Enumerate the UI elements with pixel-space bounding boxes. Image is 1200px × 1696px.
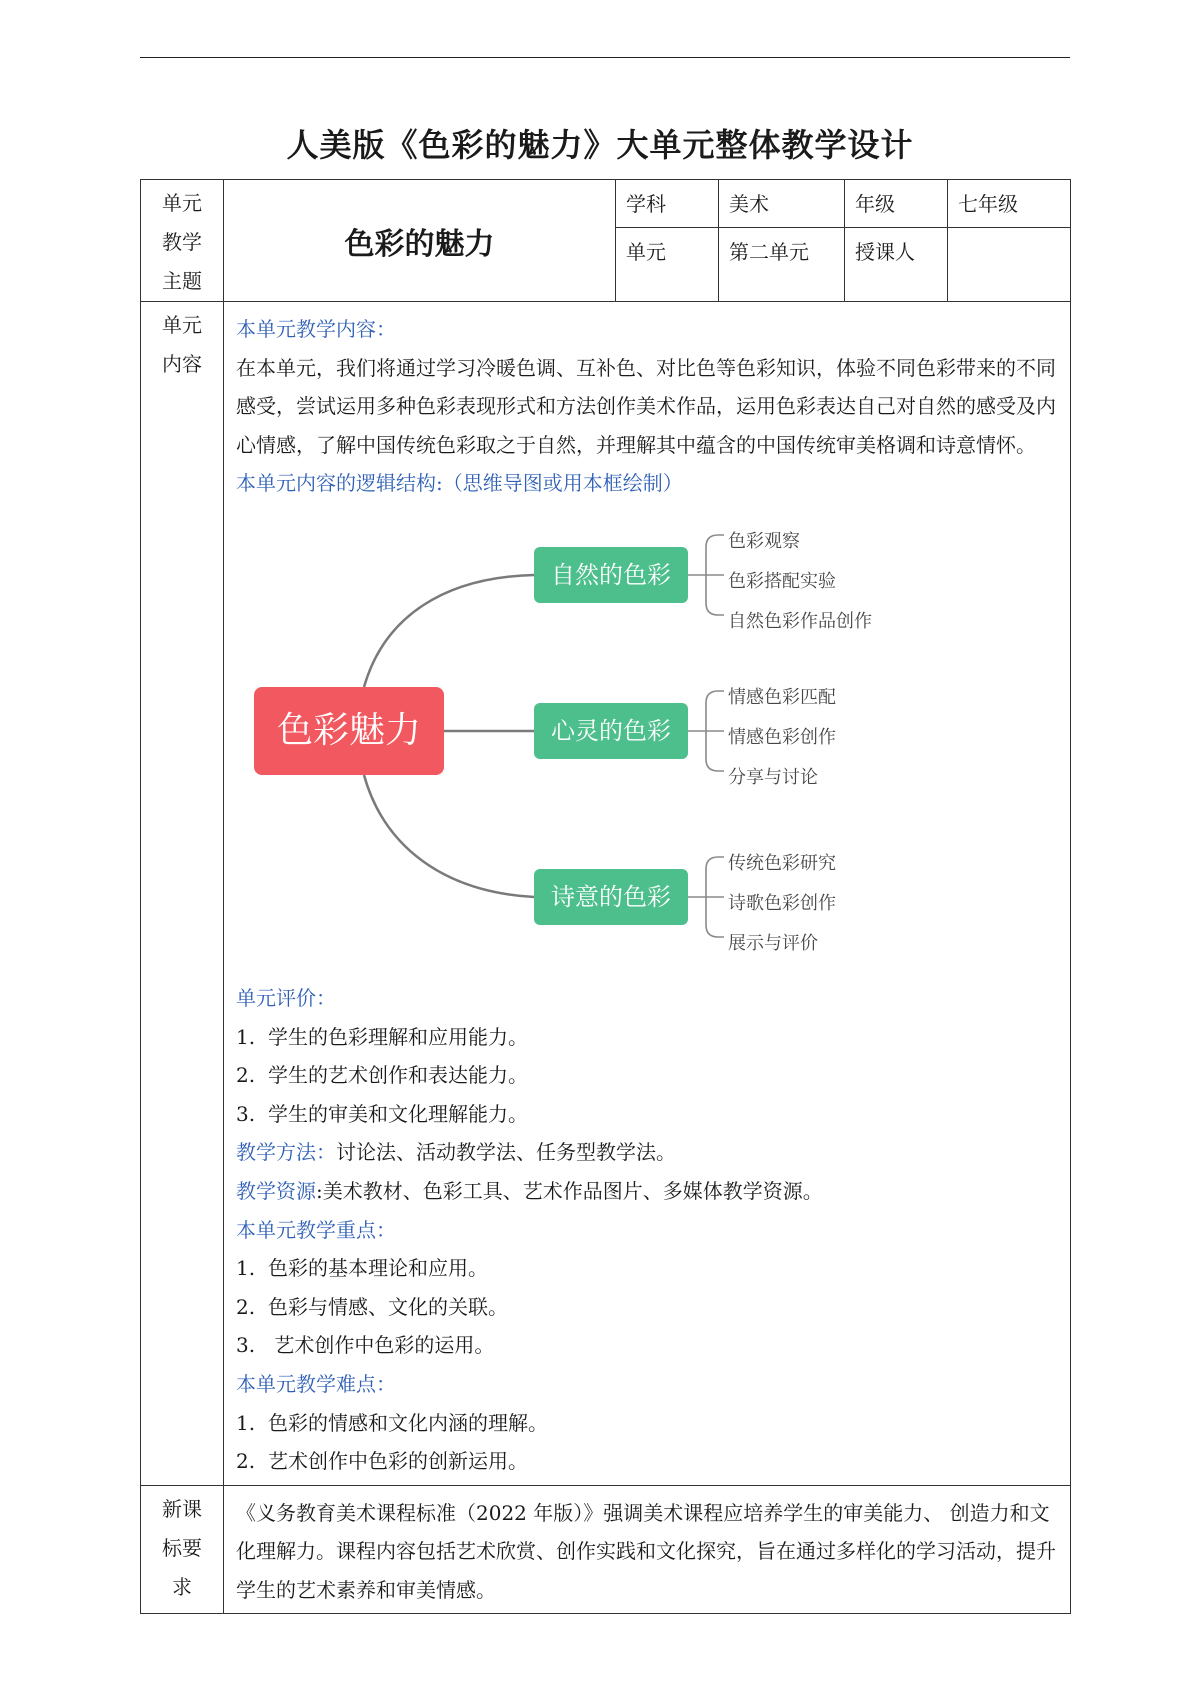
list-item: 3. 艺术创作中色彩的运用。 [236,1333,495,1358]
leaf-item: 自然色彩作品创作 [728,610,872,632]
teaching-resources: 教学资源:美术教材、色彩工具、艺术作品图片、多媒体教学资源。 [236,1178,823,1203]
intro-heading: 本单元教学内容： [236,317,396,341]
unit-value: 第二单元 [719,227,845,301]
evaluation-heading: 单元评价： [236,985,336,1010]
leaf-item: 色彩观察 [728,530,800,552]
grade-value: 七年级 [948,180,1071,228]
content-label: 单元 内容 [141,302,224,1486]
difficult-points-heading: 本单元教学难点： [236,1371,396,1396]
list-item: 1. 色彩的基本理论和应用。 [236,1256,488,1281]
leaf-item: 展示与评价 [728,932,818,954]
document-title: 人美版《色彩的魅力》大单元整体教学设计 [286,126,914,164]
leaf-item: 情感色彩创作 [728,726,836,748]
list-item: 2. 色彩与情感、文化的关联。 [236,1294,508,1319]
leaf-item: 诗歌色彩创作 [728,892,836,914]
standards-label: 新课 标要 求 [141,1485,224,1614]
content-cell [224,302,1071,1486]
structure-heading: 本单元内容的逻辑结构:（思维导图或用本框绘制） [236,471,683,496]
teaching-method: 教学方法：讨论法、活动教学法、任务型教学法。 [236,1140,676,1165]
leaf-item: 情感色彩匹配 [728,686,836,708]
list-item: 3. 学生的审美和文化理解能力。 [236,1101,528,1126]
theme-value: 色彩的魅力 [224,180,616,302]
list-item: 2. 学生的艺术创作和表达能力。 [236,1063,528,1088]
leaf-item: 色彩搭配实验 [728,570,836,592]
leaf-item: 传统色彩研究 [728,852,836,874]
intro-text: 在本单元，我们将通过学习冷暖色调、互补色、对比色等色彩知识，体验不同色彩带来的不同感受，尝试运用多种色彩表现形式和方法创作美术作品，运用色彩表达自己对自然的感受及内心情感，了解中国传统色彩取之于自然，并理解其中蕴含的中国传统审美格调和诗意情怀。 [236,355,1056,457]
leaf-item: 分享与讨论 [728,766,818,788]
mind-map [224,507,1044,977]
standards-text: 《义务教育美术课程标准（2022 年版）》强调美术课程应培养学生的审美能力、 创造力和文化理解力。课程内容包括艺术欣赏、创作实践和文化探究，旨在通过多样化的学习活动，提升学生的艺术素养和审美情感。 [224,1485,1071,1614]
mind-map-root: 色彩魅力 [254,687,444,775]
unit-label: 单元 [616,227,719,301]
key-points-heading: 本单元教学重点： [236,1217,396,1242]
list-item: 2. 艺术创作中色彩的创新运用。 [236,1449,528,1474]
list-item: 1. 学生的色彩理解和应用能力。 [236,1024,528,1049]
list-item: 1. 色彩的情感和文化内涵的理解。 [236,1410,548,1435]
branch-poetic: 诗意的色彩 [534,869,688,925]
grade-label: 年级 [845,180,948,228]
teacher-value [948,227,1071,301]
header-rule [140,57,1070,58]
subject-value: 美术 [719,180,845,228]
subject-label: 学科 [616,180,719,228]
teacher-label: 授课人 [845,227,948,301]
lesson-design-table [140,179,1071,1614]
branch-nature: 自然的色彩 [534,547,688,603]
theme-label: 单元 教学 主题 [141,180,224,302]
branch-heart: 心灵的色彩 [534,703,688,759]
